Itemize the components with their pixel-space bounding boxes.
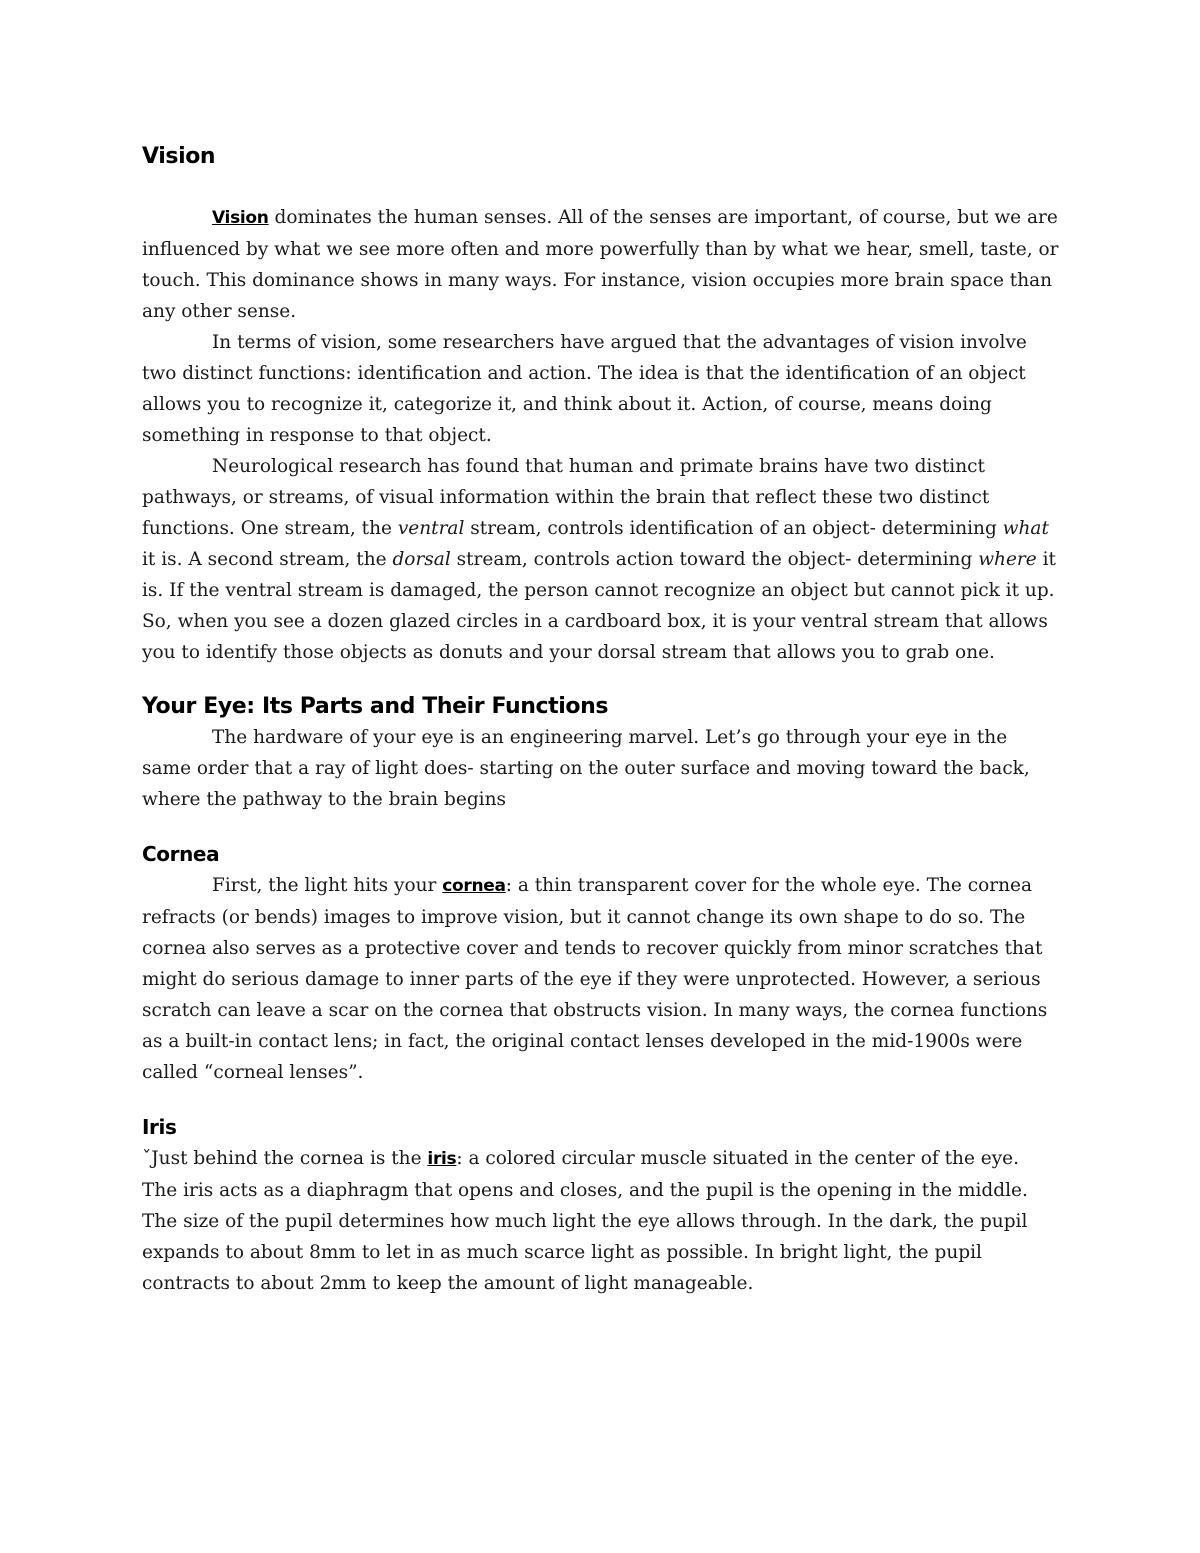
- emphasis-dorsal: dorsal: [392, 549, 451, 570]
- term-cornea: cornea: [442, 876, 506, 896]
- emphasis-ventral: ventral: [397, 518, 465, 539]
- intro-paragraph-1-text: dominates the human senses. All of the senses are important, of course, but we are influenced by what we see more often and more powerfully than by what we hear, smell, taste, or touch. This dominance shows in many ways. For instance, vision occupies more brain space than any other sense.: [142, 207, 1059, 322]
- cornea-paragraph-text: : a thin transparent cover for the whole eye. The cornea refracts (or bends) images to improve vision, but it cannot change its own shape to do so. The cornea also serves as a protective cover and tends to recover quickly from minor scratches that might do serious damage to inner parts of the eye if they were unprotected. However, a serious scratch can leave a scar on the cornea that obstructs vision. In many ways, the cornea functions as a built-in contact lens; in fact, the original contact lenses developed in the mid-1900s were called “corneal lenses”.: [142, 875, 1048, 1083]
- document-body: [142, 140, 1060, 1299]
- intro-paragraph-3-text-a: Neurological research has found that human and primate brains have two distinct pathways, or streams, of visual information within the brain that reflect these two distinct functions. One stream, the: [142, 456, 990, 539]
- intro-paragraph-2: In terms of vision, some researchers have argued that the advantages of vision involve two distinct functions: identification and action. The idea is that the identification of an object allows you to recognize it, categorize it, and think about it. Action, of course, means doing something in response to that object.: [142, 332, 1027, 446]
- cornea-paragraph-lead: First, the light hits your: [212, 875, 443, 896]
- subheading-iris: Iris: [142, 1115, 177, 1139]
- intro-paragraph-3-text-d: stream, controls action toward the object- determining: [450, 549, 979, 570]
- iris-paragraph-lead: ˇJust behind the cornea is the: [142, 1148, 428, 1169]
- iris-paragraph: [142, 1143, 1060, 1299]
- iris-paragraph-text: : a colored circular muscle situated in the center of the eye. The iris acts as a diaphragm that opens and closes, and the pupil is the opening in the middle. The size of the pupil determines how much light the eye allows through. In the dark, the pupil expands to about 8mm to let in as much scarce light as possible. In bright light, the pupil contracts to about 2mm to keep the amount of light manageable.: [142, 1148, 1028, 1294]
- section-heading-eye-parts: Your Eye: Its Parts and Their Functions: [142, 694, 609, 719]
- intro-paragraph-1: [142, 202, 1060, 327]
- intro-paragraph-3: [142, 451, 1060, 668]
- page-title: Vision: [142, 144, 216, 169]
- term-vision: Vision: [212, 208, 269, 228]
- intro-paragraph-3-text-c: it is. A second stream, the: [142, 549, 393, 570]
- emphasis-what: what: [1002, 518, 1049, 539]
- cornea-paragraph: [142, 870, 1060, 1088]
- term-iris: iris: [427, 1149, 457, 1169]
- emphasis-where: where: [978, 549, 1037, 570]
- intro-paragraph-3-text-e: it is. If the ventral stream is damaged, the person cannot recognize an object but cannot pick it up. So, when you see a dozen glazed circles in a cardboard box, it is your ventral stream that allows you to identify those objects as donuts and your dorsal stream that allows you to grab one.: [142, 549, 1056, 663]
- intro-paragraph-3-text-b: stream, controls identification of an object- determining: [464, 518, 1003, 539]
- subheading-cornea: Cornea: [142, 842, 220, 866]
- eye-section-paragraph: The hardware of your eye is an engineering marvel. Let’s go through your eye in the same order that a ray of light does- starting on the outer surface and moving toward the back, where the pathway to the brain begins: [142, 727, 1030, 810]
